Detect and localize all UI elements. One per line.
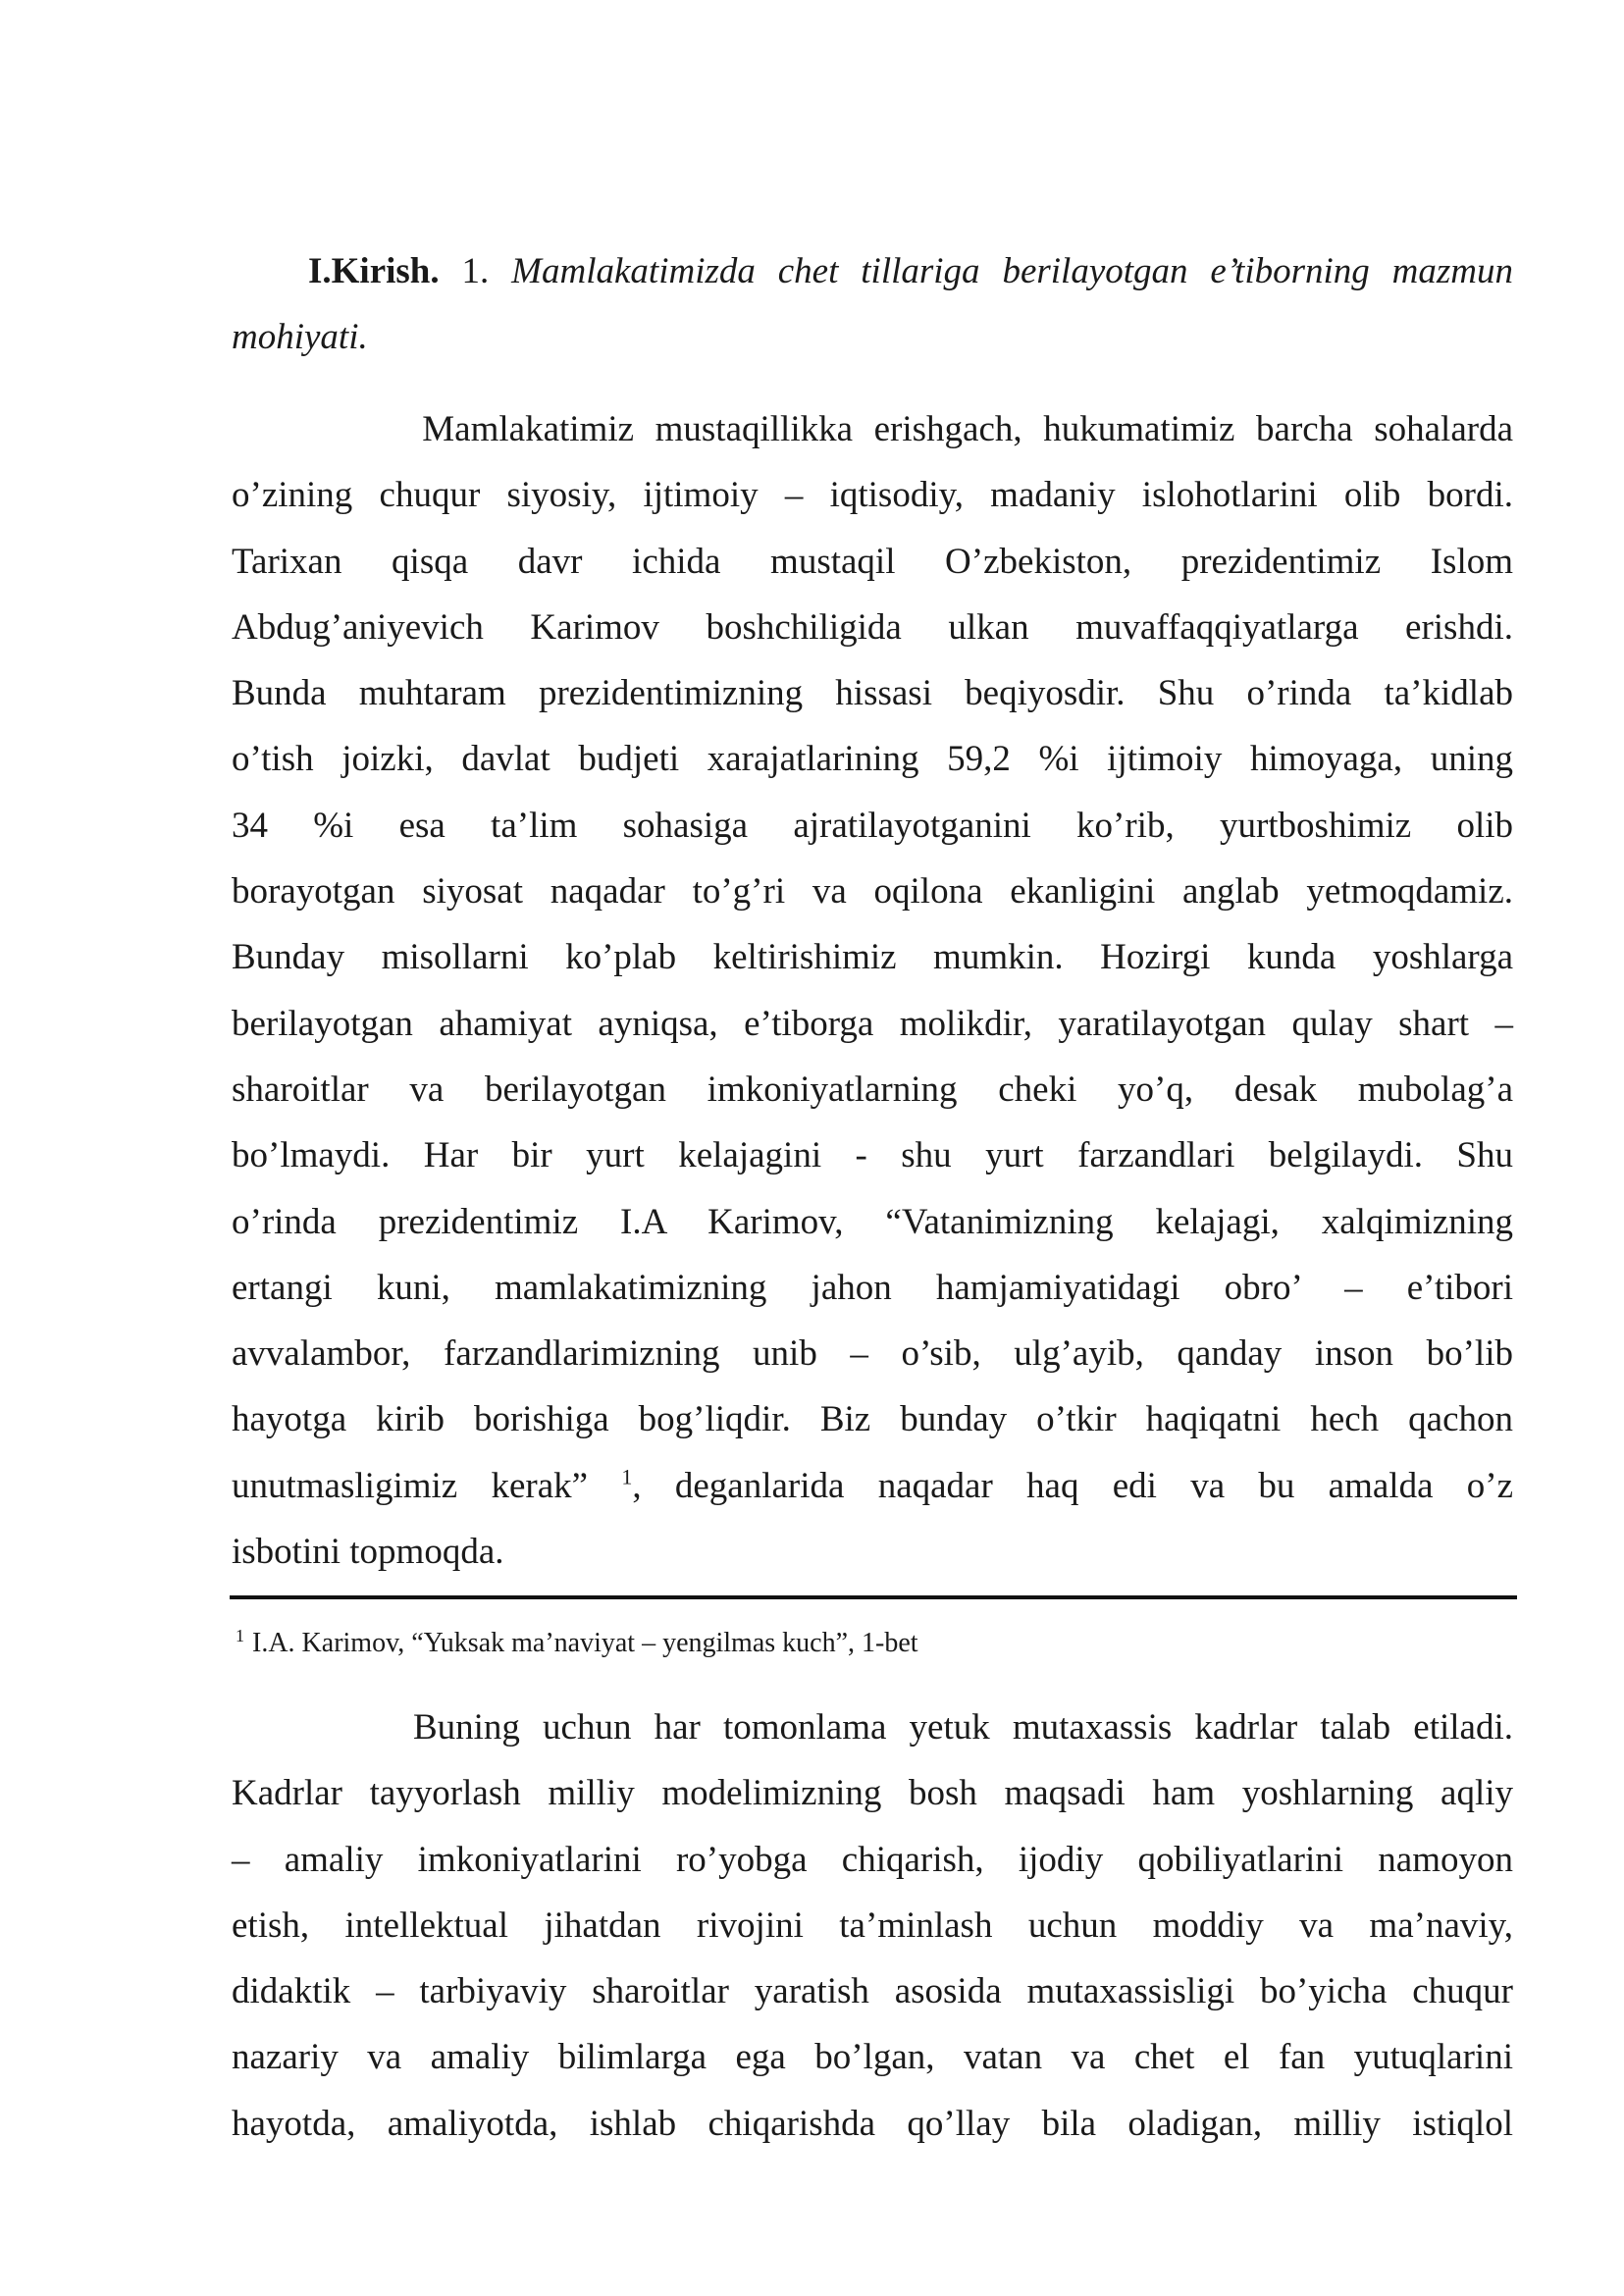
paragraph-line: o’zining chuqur siyosiy, ijtimoiy – iqtisodiy, madaniy islohotlarini olib bordi. xyxy=(232,475,1513,516)
paragraph-line: sharoitlar va berilayotgan imkoniyatlarning cheki yo’q, desak mubolag’a xyxy=(232,1069,1513,1110)
paragraph-line: Bunday misollarni ko’plab keltirishimiz mumkin. Hozirgi kunda yoshlarga xyxy=(232,937,1513,978)
footnote-reference[interactable]: 1 xyxy=(621,1464,633,1489)
paragraph-line: Bunda muhtaram prezidentimizning hissasi beqiyosdir. Shu o’rinda ta’kidlab xyxy=(232,673,1513,714)
paragraph-line: Buning uchun har tomonlama yetuk mutaxassis kadrlar talab etiladi. xyxy=(232,1707,1513,1748)
paragraph-line: Mamlakatimiz mustaqillikka erishgach, hukumatimiz barcha sohalarda xyxy=(232,409,1513,449)
paragraph-line: hayotda, amaliyotda, ishlab chiqarishda qo’llay bila oladigan, milliy istiqlol xyxy=(232,2103,1513,2144)
line-text: unutmasligimiz kerak” xyxy=(232,1465,589,1506)
paragraph-line: o’tish joizki, davlat budjeti xarajatlarining 59,2 %i ijtimoiy himoyaga, uning xyxy=(232,739,1513,780)
paragraph-line: berilayotgan ahamiyat ayniqsa, e’tiborga molikdir, yaratilayotgan qulay shart – xyxy=(232,1003,1513,1044)
paragraph-line: etish, intellektual jihatdan rivojini ta’minlash uchun moddiy va ma’naviy, xyxy=(232,1905,1513,1946)
paragraph-line: isbotini topmoqda. xyxy=(232,1532,504,1573)
footnote-text: I.A. Karimov, “Yuksak ma’naviyat – yengilmas kuch”, 1-bet xyxy=(252,1628,918,1658)
paragraph-line: avvalambor, farzandlarimizning unib – o’sib, ulg’ayib, qanday inson bo’lib xyxy=(232,1333,1513,1375)
paragraph-line-with-footnote-ref xyxy=(232,1453,1513,1519)
paragraph-line: hayotga kirib borishiga bog’liqdir. Biz bunday o’tkir haqiqatni hech qachon xyxy=(232,1399,1513,1440)
line-text: , deganlarida naqadar haq edi va bu amalda o’z xyxy=(632,1465,1514,1506)
paragraph-line: Kadrlar tayyorlash milliy modelimizning bosh maqsadi ham yoshlarning aqliy xyxy=(232,1773,1513,1814)
footnote-marker: 1 xyxy=(236,1625,244,1645)
paragraph-line: 34 %i esa ta’lim sohasiga ajratilayotganini ko’rib, yurtboshimiz olib xyxy=(232,805,1513,846)
paragraph-cadres xyxy=(232,1695,1513,2157)
paragraph-line: ertangi kuni, mamlakatimizning jahon hamjamiyatidagi obro’ – e’tibori xyxy=(232,1267,1513,1308)
heading-title: Mamlakatimizda chet tillariga berilayotgan e’tiborning mazmun mohiyati. xyxy=(232,251,1514,357)
paragraph-line: didaktik – tarbiyaviy sharoitlar yaratish asosida mutaxassisligi bo’yicha chuqur xyxy=(232,1971,1513,2012)
footnote xyxy=(236,1624,1119,1663)
paragraph-line: nazariy va amaliy bilimlarga ega bo’lgan, vatan va chet el fan yutuqlarini xyxy=(232,2037,1513,2078)
paragraph-line: – amaliy imkoniyatlarini ro’yobga chiqarish, ijodiy qobiliyatlarini namoyon xyxy=(232,1839,1513,1880)
paragraph-line: o’rinda prezidentimiz I.A Karimov, “Vatanimizning kelajagi, xalqimizning xyxy=(232,1201,1513,1242)
paragraph-line: borayotgan siyosat naqadar to’g’ri va oqilona ekanligini anglab yetmoqdamiz. xyxy=(232,871,1513,913)
heading-number: 1. xyxy=(461,251,490,291)
paragraph-line: Tarixan qisqa davr ichida mustaqil O’zbekiston, prezidentimiz Islom xyxy=(232,541,1513,582)
footnote-separator xyxy=(230,1595,1517,1599)
paragraph-line: bo’lmaydi. Har bir yurt kelajagini - shu yurt farzandlari belgilaydi. Shu xyxy=(232,1135,1513,1176)
heading-label: I.Kirish. xyxy=(308,251,440,291)
section-heading xyxy=(232,238,1513,370)
paragraph-line: Abdug’aniyevich Karimov boshchiligida ulkan muvaffaqqiyatlarga erishdi. xyxy=(232,606,1513,648)
paragraph-intro xyxy=(232,396,1513,1585)
